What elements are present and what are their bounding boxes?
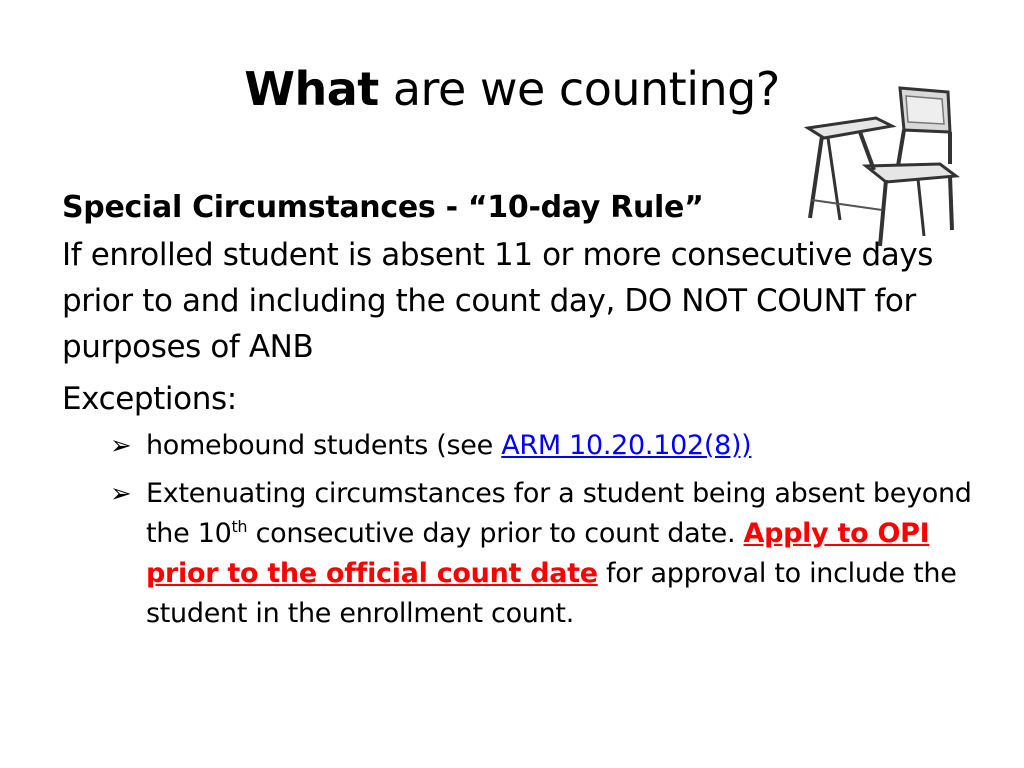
bullet-prefix: homebound students (see [146,430,502,461]
title-rest: are we counting? [378,62,780,116]
bullet-part2: consecutive day prior to count date. [247,518,744,549]
list-item [110,426,982,466]
rule-text: If enrolled student is absent 11 or more consecutive days prior to and including the count day, DO NOT COUNT for purposes of ANB [62,237,934,365]
ordinal-suffix: th [231,517,248,536]
arrow-bullet-icon: ➢ [110,431,132,461]
bullet-text [146,426,982,466]
apply-deadline-highlight: Apply to OPI prior to the official count date [146,518,930,589]
slide-body [62,184,982,634]
arrow-bullet-icon: ➢ [110,479,132,509]
arm-link[interactable]: ARM 10.20.102(8)) [501,430,752,461]
exceptions-label: Exceptions: [62,381,237,417]
exceptions-list [62,426,982,634]
bullet-part1: Extenuating circumstances for a student being absent beyond the 10 [146,478,972,549]
bullet-part3: for approval to include the student in the enrollment count. [146,558,957,629]
rule-heading: Special Circumstances - “10-day Rule” [62,190,704,225]
list-item [110,474,982,634]
bullet-text [146,474,982,634]
title-bold: What [244,62,379,116]
